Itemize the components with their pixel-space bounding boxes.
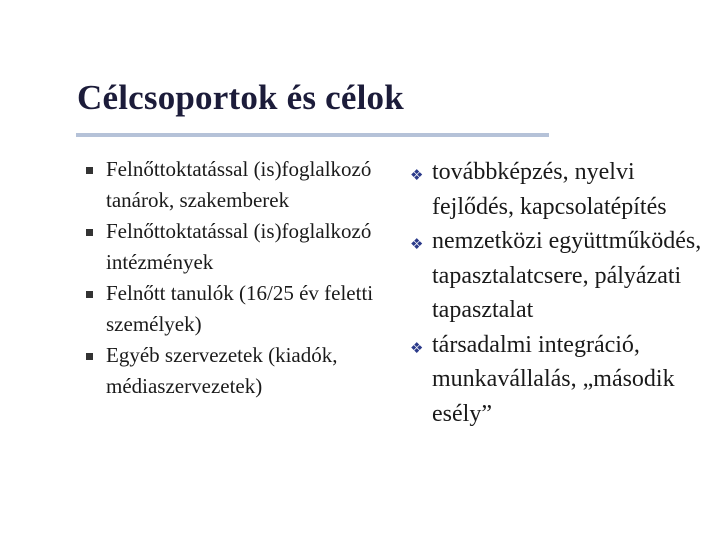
title-underline xyxy=(76,133,549,137)
goal-item xyxy=(410,155,710,224)
square-bullet-icon xyxy=(86,229,93,236)
goal-text: társadalmi integráció, munkavállalás, „második esély” xyxy=(432,331,675,427)
target-group-text: Egyéb szervezetek (kiadók, médiaszervezetek) xyxy=(106,343,338,398)
diamond-bullet-icon: ❖ xyxy=(410,338,424,357)
diamond-bullet-icon: ❖ xyxy=(410,235,424,253)
square-bullet-icon xyxy=(86,353,93,360)
diamond-bullet-icon: ❖ xyxy=(410,166,424,184)
goal-text: nemzetközi együttműködés, tapasztalatcsere, pályázati tapasztalat xyxy=(432,228,702,323)
target-group-text: Felnőttoktatással (is)foglalkozó intézmények xyxy=(106,219,372,274)
square-bullet-icon xyxy=(86,291,93,298)
goal-text: továbbképzés, nyelvi fejlődés, kapcsolatépítés xyxy=(432,159,667,220)
target-group-item xyxy=(86,216,386,278)
target-group-text: Felnőttoktatással (is)foglalkozó tanárok, szakemberek xyxy=(106,157,372,212)
target-group-item xyxy=(86,154,386,216)
goal-item xyxy=(410,224,710,328)
target-group-text: Felnőtt tanulók (16/25 év feletti személyek) xyxy=(106,281,374,336)
square-bullet-icon xyxy=(86,167,93,174)
goal-item xyxy=(410,328,710,432)
target-group-item xyxy=(86,278,386,340)
goals-list xyxy=(410,155,710,431)
target-groups-list xyxy=(86,154,386,402)
slide-title: Célcsoportok és célok xyxy=(77,78,404,117)
target-group-item xyxy=(86,340,386,402)
